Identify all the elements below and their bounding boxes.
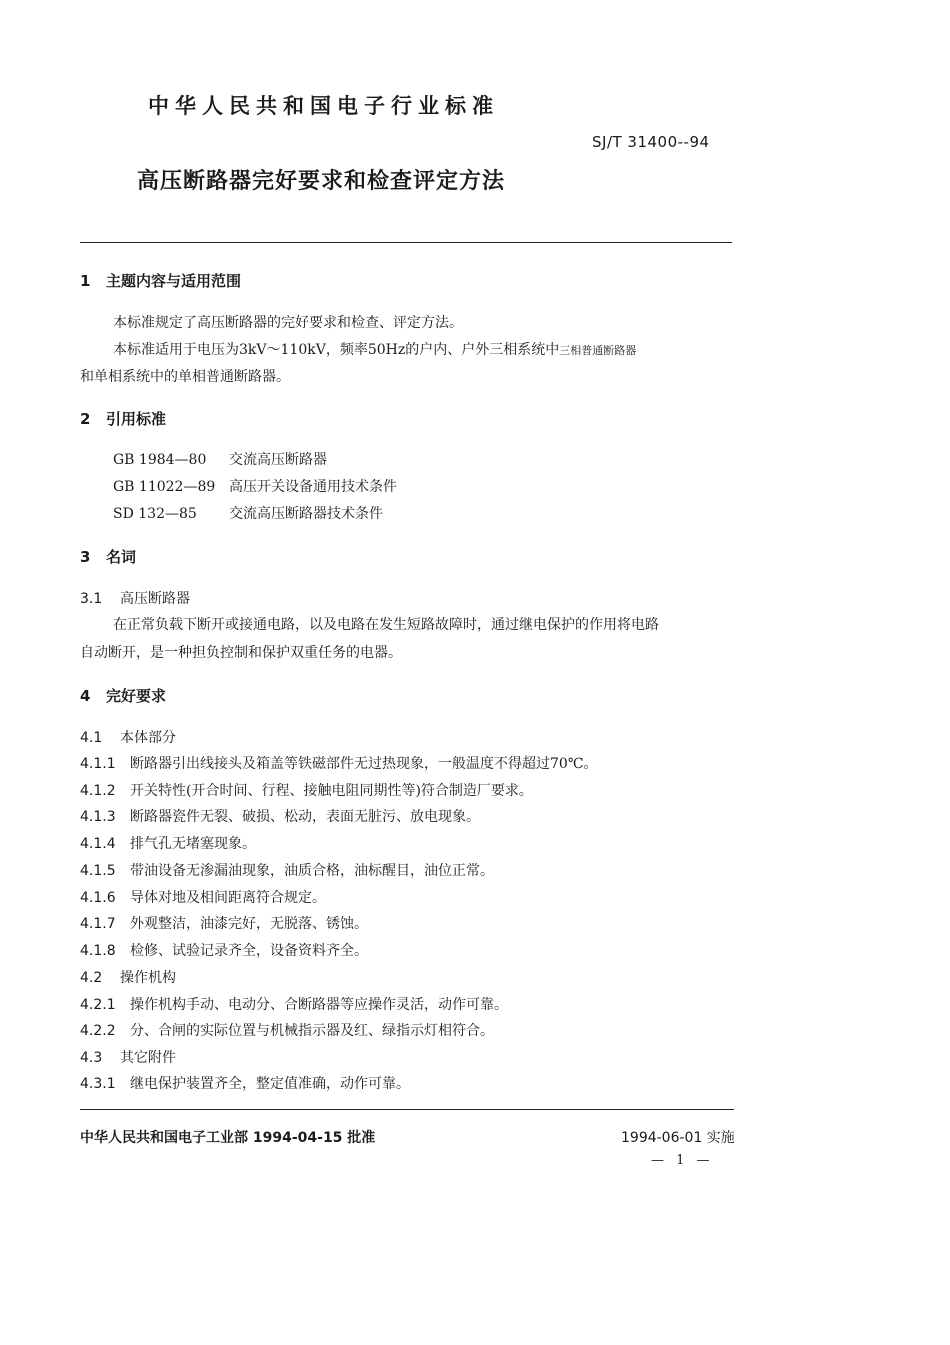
clause-4-3-1 [80, 1073, 410, 1093]
scope-paragraph-1: 本标准规定了高压断路器的完好要求和检查、评定方法。 [113, 315, 463, 331]
section-title: 主题内容与适用范围 [106, 272, 242, 290]
scope-text: 本标准适用于电压为3kV～110kV，频率50Hz的户内、户外三相系统中 [113, 342, 560, 358]
clause-4-1-4 [80, 833, 256, 853]
scope-paragraph-2 [113, 339, 636, 359]
clause-text: 操作机构 [120, 970, 176, 986]
clause-number: 4.1.8 [80, 943, 116, 959]
clause-4-1-7 [80, 913, 368, 933]
clause-text: 带油设备无渗漏油现象，油质合格，油标醒目，油位正常。 [130, 863, 494, 879]
scope-paragraph-2-cont: 和单相系统中的单相普通断路器。 [80, 369, 290, 385]
term-title: 高压断路器 [120, 591, 190, 607]
clause-number: 4.2.1 [80, 997, 116, 1013]
reference-code: GB 1984—80 [113, 452, 207, 468]
section-1-heading [80, 270, 241, 291]
clause-text: 排气孔无堵塞现象。 [130, 836, 256, 852]
document-title: 高压断路器完好要求和检查评定方法 [137, 169, 506, 194]
section-number: 2 [80, 410, 91, 428]
clause-4-2-2 [80, 1020, 494, 1040]
section-4-heading [80, 685, 166, 706]
clause-number: 4.1.6 [80, 890, 116, 906]
clause-4-1-1 [80, 753, 597, 773]
clause-text: 继电保护装置齐全，整定值准确，动作可靠。 [130, 1076, 410, 1092]
clause-4-1-3 [80, 806, 480, 826]
standard-code: SJ/T 31400--94 [592, 133, 710, 151]
reference-item [113, 476, 397, 496]
clause-4-2-1 [80, 994, 508, 1014]
effective-date: 1994-06-01 实施 [621, 1130, 735, 1146]
clause-number: 3.1 [80, 591, 103, 607]
clause-text: 断路器引出线接头及箱盖等铁磁部件无过热现象，一般温度不得超过70℃。 [130, 756, 598, 772]
section-2-heading [80, 408, 166, 429]
clause-4-1-6 [80, 887, 326, 907]
section-number: 1 [80, 272, 91, 290]
term-definition-line-2: 自动断开，是一种担负控制和保护双重任务的电器。 [80, 645, 402, 661]
section-3-heading [80, 546, 136, 567]
clause-4-1-5 [80, 860, 494, 880]
clause-4-1-8 [80, 940, 368, 960]
clause-number: 4.2.2 [80, 1023, 116, 1039]
reference-name: 高压开关设备通用技术条件 [229, 479, 397, 495]
clause-text: 检修、试验记录齐全，设备资料齐全。 [130, 943, 368, 959]
reference-item [113, 449, 327, 469]
reference-name: 交流高压断路器 [229, 452, 327, 468]
clause-number: 4.1.1 [80, 756, 116, 772]
term-heading [80, 588, 190, 608]
clause-text: 断路器瓷件无裂、破损、松动，表面无脏污、放电现象。 [130, 809, 480, 825]
section-number: 4 [80, 687, 91, 705]
clause-number: 4.1.7 [80, 916, 116, 932]
clause-text: 其它附件 [120, 1050, 176, 1066]
reference-item [113, 503, 383, 523]
scope-annotation: 三相普通断路器 [559, 344, 637, 357]
approval-statement: 中华人民共和国电子工业部 1994-04-15 批准 [80, 1130, 376, 1146]
page-number: — 1 — [651, 1153, 714, 1168]
clause-text: 本体部分 [120, 730, 176, 746]
reference-code: SD 132—85 [113, 506, 197, 522]
clause-number: 4.2 [80, 970, 103, 986]
section-title: 完好要求 [106, 687, 167, 705]
clause-4-2 [80, 967, 176, 987]
clause-4-3 [80, 1047, 176, 1067]
clause-number: 4.1 [80, 730, 103, 746]
clause-number: 4.1.3 [80, 809, 116, 825]
clause-number: 4.1.2 [80, 783, 116, 799]
clause-4-1 [80, 727, 176, 747]
header-divider [80, 242, 732, 243]
footer-divider [80, 1109, 734, 1110]
section-title: 引用标准 [106, 410, 167, 428]
clause-text: 开关特性(开合时间、行程、接触电阻同期性等)符合制造厂要求。 [130, 783, 533, 799]
clause-number: 4.1.4 [80, 836, 116, 852]
clause-text: 操作机构手动、电动分、合断路器等应操作灵活，动作可靠。 [130, 997, 508, 1013]
section-number: 3 [80, 548, 91, 566]
term-definition-line-1: 在正常负载下断开或接通电路，以及电路在发生短路故障时，通过继电保护的作用将电路 [113, 617, 659, 633]
section-title: 名词 [106, 548, 137, 566]
clause-text: 外观整洁，油漆完好，无脱落、锈蚀。 [130, 916, 368, 932]
clause-text: 分、合闸的实际位置与机械指示器及红、绿指示灯相符合。 [130, 1023, 494, 1039]
clause-text: 导体对地及相间距离符合规定。 [130, 890, 326, 906]
issuing-body-title: 中华人民共和国电子行业标准 [148, 94, 499, 118]
clause-number: 4.3.1 [80, 1076, 116, 1092]
clause-number: 4.3 [80, 1050, 103, 1066]
clause-4-1-2 [80, 780, 533, 800]
reference-code: GB 11022—89 [113, 479, 216, 495]
clause-number: 4.1.5 [80, 863, 116, 879]
reference-name: 交流高压断路器技术条件 [229, 506, 383, 522]
